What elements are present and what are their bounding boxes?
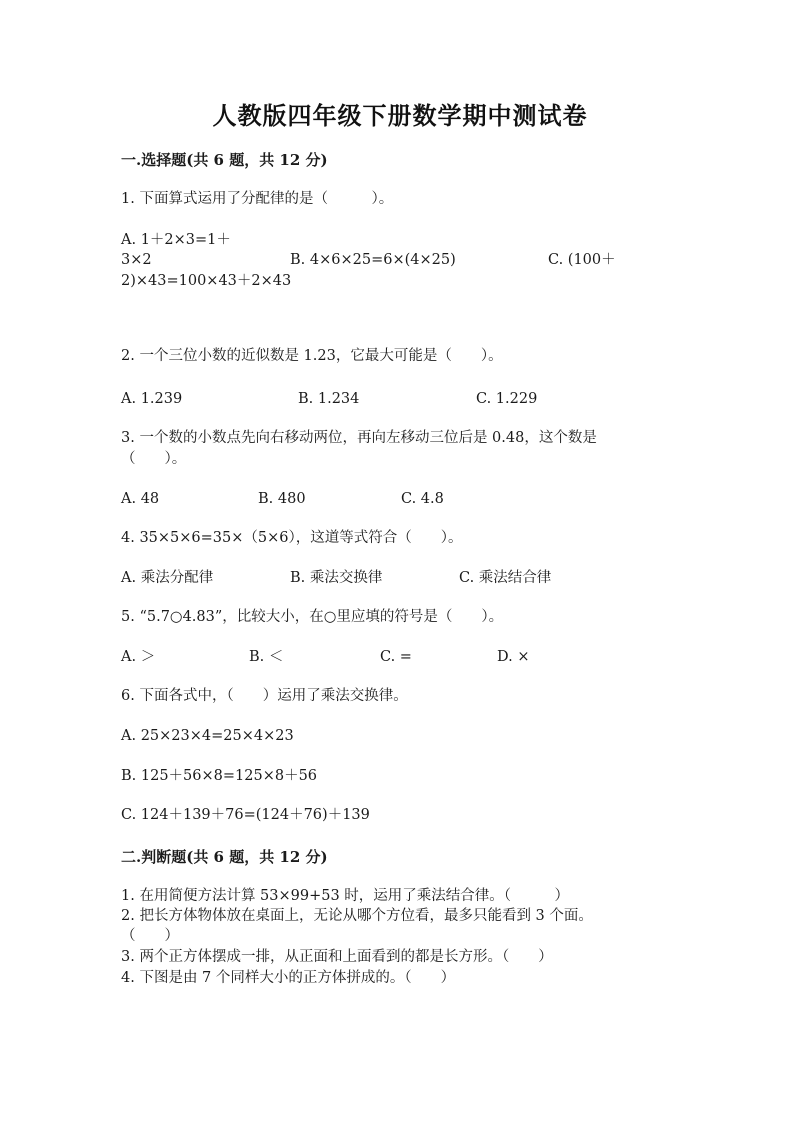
question-3-option-c: C. 4.8 [401, 491, 444, 507]
question-5-option-a: A. ＞ [121, 649, 156, 665]
judgment-item-3: 3. 两个正方体摆成一排，从正面和上面看到的都是长方形。（ ） [121, 949, 553, 965]
question-1-option-b: B. 4×6×25=6×(4×25) [290, 252, 456, 268]
judgment-item-2-cont: （ ） [121, 928, 179, 944]
page-title: 人教版四年级下册数学期中测试卷 [212, 101, 588, 130]
judgment-item-2: 2. 把长方体物体放在桌面上，无论从哪个方位看，最多只能看到 3 个面。 [121, 908, 593, 924]
question-4-option-b: B. 乘法交换律 [290, 570, 383, 586]
question-1-option-a-cont: 3×2 [121, 252, 152, 268]
question-2-stem: 2. 一个三位小数的近似数是 1.23，它最大可能是（ ）。 [121, 348, 503, 364]
question-3-option-b: B. 480 [258, 491, 306, 507]
question-4-stem: 4. 35×5×6=35×（5×6），这道等式符合（ ）。 [121, 530, 463, 546]
question-6-option-a: A. 25×23×4=25×4×23 [121, 728, 294, 744]
question-5-option-b: B. ＜ [249, 649, 284, 665]
question-3-stem-cont: （ ）。 [121, 451, 187, 467]
question-6-option-c: C. 124＋139＋76=(124＋76)＋139 [121, 807, 370, 823]
question-5-stem: 5. “5.7○4.83”，比较大小，在○里应填的符号是（ ）。 [121, 609, 504, 625]
section-heading-judgment: 二.判断题(共 6 题，共 12 分) [121, 848, 328, 866]
question-1-option-c: C. (100＋ [548, 252, 616, 268]
question-6-stem: 6. 下面各式中，（ ）运用了乘法交换律。 [121, 688, 408, 704]
question-4-option-c: C. 乘法结合律 [459, 570, 552, 586]
question-5-option-c: C. = [380, 649, 412, 665]
judgment-item-4: 4. 下图是由 7 个同样大小的正方体拼成的。（ ） [121, 970, 456, 986]
question-1-option-a: A. 1＋2×3=1＋ [121, 232, 231, 248]
question-1-stem: 1. 下面算式运用了分配律的是（ ）。 [121, 191, 394, 207]
question-2-option-a: A. 1.239 [121, 391, 183, 407]
section-heading-choice: 一.选择题(共 6 题，共 12 分) [121, 151, 328, 169]
judgment-item-1: 1. 在用简便方法计算 53×99+53 时，运用了乘法结合律。（ ） [121, 888, 570, 904]
question-1-option-c-cont: 2)×43=100×43＋2×43 [121, 273, 292, 289]
question-5-option-d: D. × [497, 649, 530, 665]
question-3-option-a: A. 48 [121, 491, 160, 507]
question-3-stem: 3. 一个数的小数点先向右移动两位，再向左移动三位后是 0.48，这个数是 [121, 430, 597, 446]
question-2-option-b: B. 1.234 [298, 391, 360, 407]
question-6-option-b: B. 125＋56×8=125×8＋56 [121, 768, 318, 784]
question-2-option-c: C. 1.229 [476, 391, 538, 407]
question-4-option-a: A. 乘法分配律 [121, 570, 214, 586]
